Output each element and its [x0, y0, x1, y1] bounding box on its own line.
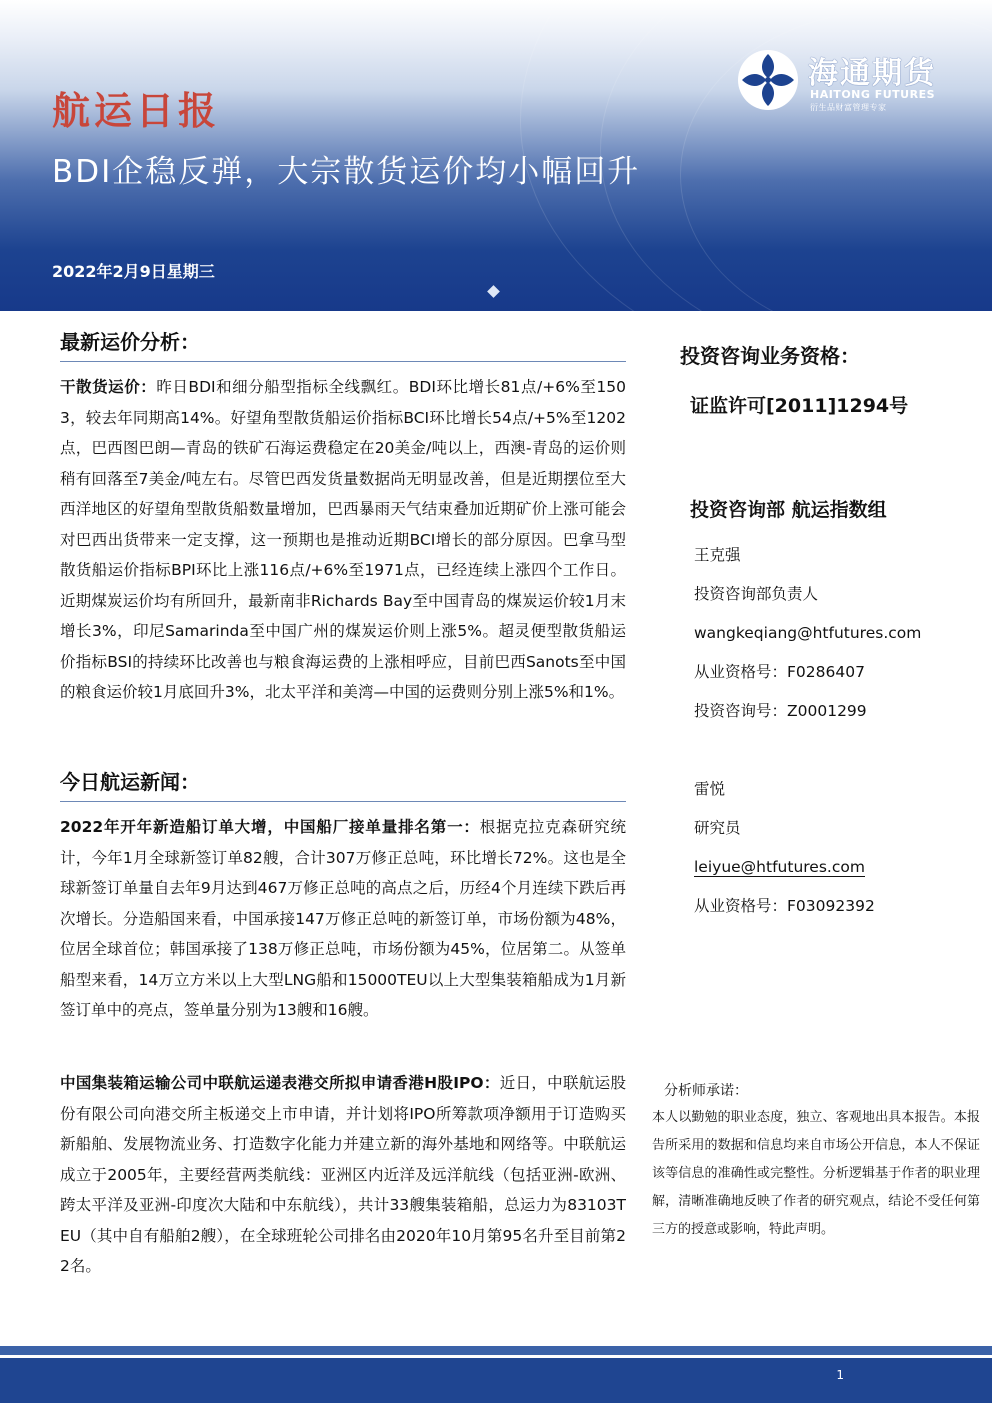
section-title: 最新运价分析：	[60, 326, 626, 362]
logo-slogan: 衍生品财富管理专家	[810, 103, 887, 112]
news-body: 根据克拉克森研究统计，今年1月全球新签订单82艘，合计307万修正总吨，环比增长72%。这也是全球新签订单量自去年9月达到467万修正总吨的高点之后，历经4个月连续下跌后再次增长。分造船国来看，中国承接147万修正总吨的新签订单，市场份额为48%，位居全球首位；韩国承接了138万修正总吨，市场份额为45%，位居第二。从签单船型来看，14万立方米以上大型LNG船和15000TEU以上大型集装箱船成为1月新签订单中的亮点，签单量分别为13艘和16艘。	[60, 818, 626, 1019]
analyst-disclaimer	[652, 1078, 980, 1244]
news-headline: 中国集装箱运输公司中联航运递表港交所拟申请香港H股IPO：	[60, 1074, 500, 1092]
paragraph-body: 昨日BDI和细分船型指标全线飘红。BDI环比增长81点/+6%至1503，较去年同期高14%。好望角型散货船运价指标BCI环比增长54点/+5%至1202点，巴西图巴朗—青岛的铁矿石海运费稳定在20美金/吨以上，西澳-青岛的运价则稍有回落至7美金/吨左右。尽管巴西发货量数据尚无明显改善，但是近期摆位至大西洋地区的好望角型散货船数量增加，巴西暴雨天气结束叠加近期矿价上涨可能会对巴西出货带来一定支撑，这一预期也是推动近期BCI增长的部分原因。巴拿马型散货船运价指标BPI环比上涨116点/+6%至1971点，已经连续上涨四个工作日。近期煤炭运价均有所回升，最新南非Richards Bay至中国青岛的煤炭运价较1月末增长3%，印尼Samarinda至中国广州的煤炭运价则上涨5%。超灵便型散货船运价指标BSI的持续环比改善也与粮食海运费的上涨相呼应，目前巴西Sanots至中国的粮食运价较1月底回升3%，北太平洋和美湾—中国的运费则分别上涨5%和1%。	[60, 378, 626, 701]
footer-divider	[0, 1355, 992, 1358]
disclaimer-body: 本人以勤勉的职业态度，独立、客观地出具本报告。本报告所采用的数据和信息均来自市场公开信息，本人不保证该等信息的准确性或完整性。分析逻辑基于作者的职业理解，清晰准确地反映了作者的研究观点，结论不受任何第三方的授意或影响，特此声明。	[652, 1110, 980, 1237]
haitong-logo-icon	[736, 48, 800, 112]
report-headline: BDI企稳反弹，大宗散货运价均小幅回升	[52, 154, 641, 190]
analyst-email[interactable]: leiyue@htfutures.com	[694, 858, 865, 876]
page-number: 1	[836, 1368, 844, 1382]
section-freight-analysis	[60, 326, 626, 708]
page-footer	[0, 1346, 992, 1403]
news-headline: 2022年开年新造船订单大增，中国船厂接单量排名第一：	[60, 818, 480, 836]
diamond-icon	[487, 285, 500, 298]
analyst-cert: 从业资格号：F03092392	[694, 897, 875, 915]
section-shipping-news	[60, 766, 626, 1026]
analyst-cert: 投资咨询号：Z0001299	[694, 702, 867, 720]
report-header	[0, 0, 992, 311]
analyst-name: 王克强	[694, 546, 741, 564]
analyst-name: 雷悦	[694, 780, 726, 798]
section-title: 今日航运新闻：	[60, 766, 626, 802]
news-item-ipo	[60, 1068, 626, 1282]
department-name: 投资咨询部 航运指数组	[690, 499, 887, 521]
paragraph	[60, 372, 626, 708]
disclaimer-title: 分析师承诺：	[664, 1083, 748, 1099]
news-body: 近日，中联航运股份有限公司向港交所主板递交上市申请，并计划将IPO所筹款项净额用于订造购买新船舶、发展物流业务、打造数字化能力并建立新的海外基地和网络等。中联航运成立于2005年，主要经营两类航线：亚洲区内近洋及远洋航线（包括亚洲-欧洲、跨太平洋及亚洲-印度次大陆和中东航线），共计33艘集装箱船，总运力为83103TEU（其中自有船舶2艘），在全球班轮公司排名由2020年10月第95名升至目前第22名。	[60, 1074, 626, 1275]
paragraph-lead: 干散货运价：	[60, 378, 157, 396]
report-date: 2022年2月9日星期三	[52, 262, 215, 281]
news-item	[60, 1068, 626, 1282]
logo-name-cn: 海通期货	[808, 56, 936, 91]
qualification-title: 投资咨询业务资格：	[680, 344, 860, 368]
company-logo	[736, 48, 946, 114]
analyst-email[interactable]: wangkeqiang@htfutures.com	[694, 624, 922, 642]
document-type-title: 航运日报	[52, 88, 221, 133]
footer-band	[0, 1346, 992, 1355]
logo-name-en: HAITONG FUTURES	[810, 88, 936, 101]
analyst-cert: 从业资格号：F0286407	[694, 663, 865, 681]
analyst-role: 投资咨询部负责人	[694, 585, 819, 603]
license-number: 证监许可[2011]1294号	[690, 395, 909, 417]
analyst-list	[694, 536, 921, 926]
main-content	[60, 326, 626, 1275]
analyst-role: 研究员	[694, 819, 741, 837]
news-item	[60, 812, 626, 1026]
spacer	[694, 731, 921, 770]
